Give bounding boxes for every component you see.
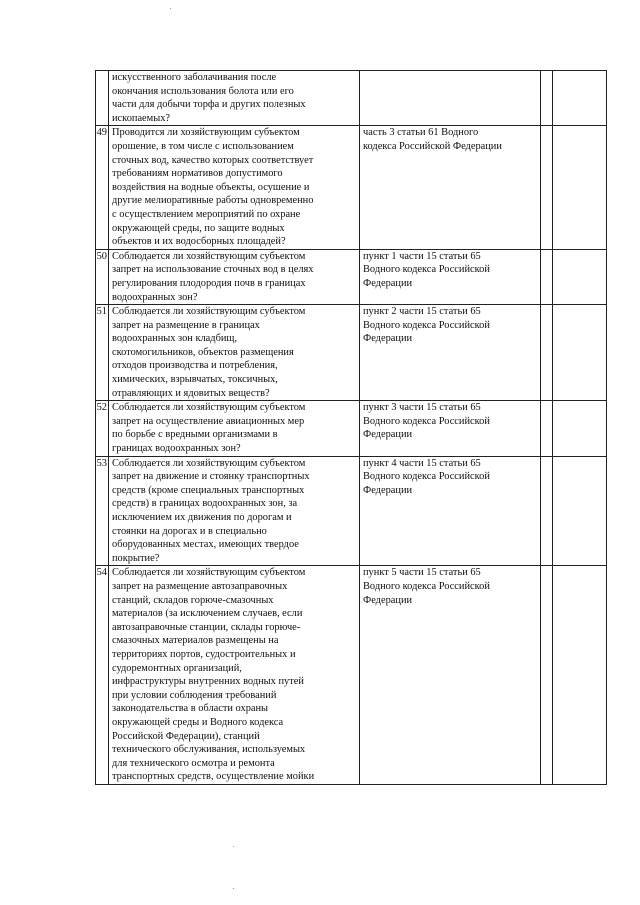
answer-cell[interactable] bbox=[541, 566, 553, 785]
question-cell bbox=[109, 249, 360, 304]
question-text-line: судоремонтных организаций, bbox=[112, 662, 242, 674]
question-text-line: водоохранных зон кладбищ, bbox=[112, 333, 238, 345]
question-text-line: скотомогильников, объектов размещения bbox=[112, 346, 294, 358]
legal-reference-line: пункт 2 части 15 статьи 65 bbox=[363, 306, 481, 318]
legal-reference-line: Водного кодекса Российской bbox=[363, 580, 490, 592]
legal-reference-line: Федерации bbox=[363, 484, 413, 496]
answer-cell[interactable] bbox=[541, 126, 553, 249]
legal-reference-cell bbox=[360, 566, 541, 785]
row-number bbox=[96, 71, 109, 126]
question-text-line: технического обслуживания, используемых bbox=[112, 744, 306, 756]
row-number: 53 bbox=[96, 456, 109, 566]
question-text-line: по борьбе с вредными организмами в bbox=[112, 429, 278, 441]
question-text-line: окружающей среды и Водного кодекса bbox=[112, 716, 284, 728]
legal-reference-cell bbox=[360, 126, 541, 249]
question-text-line: Соблюдается ли хозяйствующим субъектом bbox=[112, 457, 306, 469]
question-text-line: средств) в границах водоохранных зон, за bbox=[112, 498, 298, 510]
question-text-line: материалов (за исключением случаев, если bbox=[112, 608, 303, 620]
question-text-line: для технического осмотра и ремонта bbox=[112, 757, 275, 769]
question-text-line: покрытие? bbox=[112, 552, 160, 564]
legal-reference-line: пункт 4 части 15 статьи 65 bbox=[363, 457, 481, 469]
legal-reference-line: Федерации bbox=[363, 333, 413, 345]
question-text-line: законодательства в области охраны bbox=[112, 703, 269, 715]
scan-speck bbox=[233, 888, 234, 889]
legal-reference-line: Водного кодекса Российской bbox=[363, 264, 490, 276]
legal-reference-line: Федерации bbox=[363, 594, 413, 606]
question-cell bbox=[109, 456, 360, 566]
legal-reference-line: пункт 1 части 15 статьи 65 bbox=[363, 250, 481, 262]
row-number: 49 bbox=[96, 126, 109, 249]
table-row bbox=[96, 566, 607, 785]
notes-cell[interactable] bbox=[553, 566, 607, 785]
question-text-line: исключением их движения по дорогам и bbox=[112, 512, 292, 523]
row-number: 51 bbox=[96, 305, 109, 401]
question-text-line: Соблюдается ли хозяйствующим субъектом bbox=[112, 250, 306, 262]
answer-cell[interactable] bbox=[541, 456, 553, 566]
checklist-table bbox=[95, 70, 607, 785]
question-text-line: Проводится ли хозяйствующим субъектом bbox=[112, 127, 300, 139]
question-text-line: орошение, в том числе с использованием bbox=[112, 140, 294, 152]
question-text-line: Российской Федерации), станций bbox=[112, 730, 260, 742]
table-row bbox=[96, 126, 607, 249]
legal-reference-cell bbox=[360, 305, 541, 401]
table-row bbox=[96, 401, 607, 456]
question-text-line: оборудованных местах, имеющих твердое bbox=[112, 539, 299, 551]
legal-reference-line: Водного кодекса Российской bbox=[363, 471, 490, 483]
question-cell bbox=[109, 126, 360, 249]
legal-reference-cell bbox=[360, 401, 541, 456]
question-text-line: химических, взрывчатых, токсичных, bbox=[112, 374, 278, 386]
question-cell bbox=[109, 566, 360, 785]
notes-cell[interactable] bbox=[553, 126, 607, 249]
checklist-table-body bbox=[96, 71, 607, 785]
question-text-line: инфраструктуры внутренних водных путей bbox=[112, 676, 304, 688]
legal-reference-line: Федерации bbox=[363, 277, 413, 289]
table-row bbox=[96, 249, 607, 304]
legal-reference-line: часть 3 статьи 61 Водного bbox=[363, 127, 479, 139]
question-text-line: территориях портов, судостроительных и bbox=[112, 648, 296, 660]
row-number: 50 bbox=[96, 249, 109, 304]
question-text-line: средств (кроме специальных транспортных bbox=[112, 484, 305, 496]
question-text-line: окончания использования болота или его bbox=[112, 85, 294, 97]
question-text-line: границах водоохранных зон? bbox=[112, 443, 241, 455]
legal-reference-line: Водного кодекса Российской bbox=[363, 415, 490, 427]
row-number: 52 bbox=[96, 401, 109, 456]
question-text-line: запрет на размещение автозаправочных bbox=[112, 580, 288, 592]
legal-reference-cell bbox=[360, 249, 541, 304]
question-text-line: запрет на размещение в границах bbox=[112, 319, 260, 331]
question-text-line: искусственного заболачивания после bbox=[112, 72, 277, 83]
notes-cell[interactable] bbox=[553, 305, 607, 401]
question-text-line: требованиям нормативов допустимого bbox=[112, 168, 283, 180]
question-text-line: водоохранных зон? bbox=[112, 291, 198, 303]
legal-reference-line: Федерации bbox=[363, 429, 413, 441]
notes-cell[interactable] bbox=[553, 456, 607, 566]
row-number: 54 bbox=[96, 566, 109, 785]
legal-reference-line: Водного кодекса Российской bbox=[363, 319, 490, 331]
question-text-line: другие мелиоративные работы одновременно bbox=[112, 195, 314, 207]
question-text-line: регулирования плодородия почв в границах bbox=[112, 277, 306, 289]
question-text-line: отходов производства и потребления, bbox=[112, 360, 278, 372]
question-text-line: запрет на движение и стоянку транспортных bbox=[112, 471, 310, 483]
notes-cell[interactable] bbox=[553, 401, 607, 456]
legal-reference-line: пункт 5 части 15 статьи 65 bbox=[363, 567, 481, 579]
notes-cell[interactable] bbox=[553, 71, 607, 126]
table-row bbox=[96, 456, 607, 566]
answer-cell[interactable] bbox=[541, 71, 553, 126]
question-text-line: запрет на осуществление авиационных мер bbox=[112, 415, 305, 427]
question-text-line: воздействия на водные объекты, осушение и bbox=[112, 181, 310, 193]
question-cell bbox=[109, 71, 360, 126]
scan-speck bbox=[170, 8, 171, 9]
question-text-line: с осуществлением мероприятий по охране bbox=[112, 208, 301, 220]
table-row bbox=[96, 71, 607, 126]
notes-cell[interactable] bbox=[553, 249, 607, 304]
question-text-line: автозаправочные станции, склады горюче- bbox=[112, 621, 301, 633]
question-text-line: Соблюдается ли хозяйствующим субъектом bbox=[112, 567, 306, 579]
answer-cell[interactable] bbox=[541, 249, 553, 304]
legal-reference-line: пункт 3 части 15 статьи 65 bbox=[363, 402, 481, 414]
legal-reference-cell bbox=[360, 456, 541, 566]
question-text-line: станций, складов горюче-смазочных bbox=[112, 594, 274, 606]
table-row bbox=[96, 305, 607, 401]
question-cell bbox=[109, 305, 360, 401]
answer-cell[interactable] bbox=[541, 305, 553, 401]
question-text-line: запрет на использование сточных вод в целях bbox=[112, 264, 314, 276]
question-text-line: транспортных средств, осуществление мойки bbox=[112, 771, 315, 783]
question-cell bbox=[109, 401, 360, 456]
question-text-line: сточных вод, качество которых соответствует bbox=[112, 154, 314, 166]
question-text-line: при условии соблюдения требований bbox=[112, 689, 277, 701]
legal-reference-line: кодекса Российской Федерации bbox=[363, 140, 502, 152]
scan-speck bbox=[233, 846, 234, 847]
question-text-line: смазочных материалов размещены на bbox=[112, 635, 279, 647]
question-text-line: отравляющих и ядовитых веществ? bbox=[112, 387, 270, 399]
legal-reference-cell bbox=[360, 71, 541, 126]
question-text-line: объектов и их водосборных площадей? bbox=[112, 236, 286, 248]
question-text-line: ископаемых? bbox=[112, 112, 171, 124]
question-text-line: части для добычи торфа и других полезных bbox=[112, 99, 306, 111]
question-text-line: Соблюдается ли хозяйствующим субъектом bbox=[112, 306, 306, 318]
question-text-line: Соблюдается ли хозяйствующим субъектом bbox=[112, 402, 306, 414]
answer-cell[interactable] bbox=[541, 401, 553, 456]
question-text-line: стоянки на дорогах и в специально bbox=[112, 525, 267, 537]
question-text-line: окружающей среды, по защите водных bbox=[112, 222, 285, 234]
